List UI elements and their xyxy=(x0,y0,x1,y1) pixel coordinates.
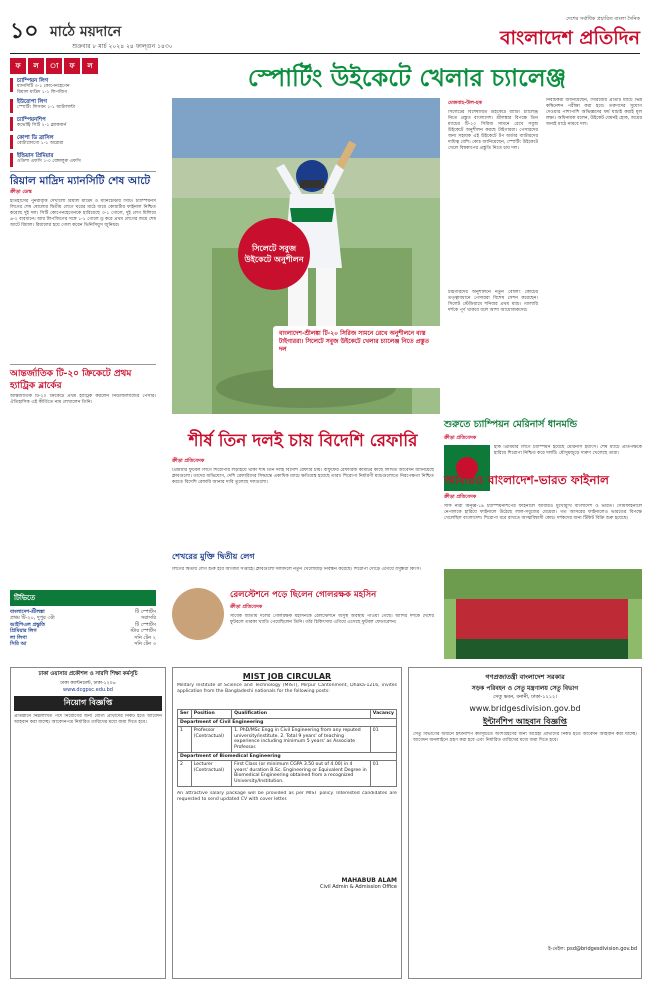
tv-schedule xyxy=(10,590,156,647)
left-story-body: ইতিহাসের পুনরাবৃত্তি দেখালো রিয়াল মাদ্রিদ ও ম্যানচেস্টার সিটি। চ্যাম্পিয়নস লিগের শেষ ষোলোর দ্বিতীয় লেগে ঘরের মাঠে জয়ে কোয়ার্টার ফাইনাল নিশ্চিত করেছে দুই দল। সিটি কোপেনহেগেনকে হারিয়েছে ৩-১ গোলে, দুই লেগ মিলিয়ে ৬-২ ব্যবধানে। আর লিপজিগের সঙ্গে ১-১ গোলে ড্র করে প্রথম লেগের জয়ে শেষ আটে রিয়াল। রিয়ালের হয়ে গোল করেন ভিনিসিয়ুস জুনিয়র। xyxy=(10,199,156,229)
obituary-byline: ক্রীড়া প্রতিবেদক xyxy=(230,604,263,610)
ad-dcgpsc: ঢাকা ওয়াসার প্রকৌশল ও সারণি শিক্ষা কর্মসূচি ঢাকা ক্যান্টনমেন্ট, ঢাকা-১২০৬ www.dcgpsc.edu.bd নিয়োগ বিজ্ঞপ্তি প্রতিষ্ঠানে নিম্নলিখিত পদে নিয়োগের জন্য যোগ্য প্রার্থীদের নিকট হতে আবেদন আহবান করা যাচ্ছে। আবেদনপত্র নির্ধারিত তারিখের মধ্যে জমা দিতে হবে। xyxy=(10,667,166,979)
page-number: ১০ xyxy=(10,19,39,44)
page-header xyxy=(10,14,640,54)
lead-body-3: টাইগারদের অনুশীলনে নতুন বোলিং কোচের তত্ত্বাবধানে পেসাররা বিশেষ সেশন করেছেন। সিলেট স্টেডিয়ামে শনিবার প্রথম ম্যাচ। গ্যালারি দর্শকে পূর্ণ থাকবে বলে আশা আয়োজকদের। xyxy=(448,290,538,313)
final-body: সাফ নারী অনূর্ধ্ব-১৯ চ্যাম্পিয়নশিপের ফাইনালে আবারও মুখোমুখি বাংলাদেশ ও ভারত। সেমিফাইনালে নেপালকে হারিয়ে ফাইনালে উঠেছে লাল-সবুজের মেয়েরা। গত আসরের ফাইনালেও ভারতের বিপক্ষে খেলেছিল বাংলাদেশ। শিরোপা ধরে রাখতে আত্মবিশ্বাসী কোচ। দর্শকদের জন্য টিকিট বিক্রি শুরু হয়েছে। xyxy=(444,504,642,521)
tv-row: সিরি আ সনি টেন ৩ xyxy=(10,641,156,648)
lead-body-1: সিলেটের বিশেষায়িত উইকেটে ব্যাটিং চ্যালেঞ্জ নিতে প্রস্তুত বাংলাদেশ। শ্রীলঙ্কার বিপক্ষে তিন ম্যাচের টি-২০ সিরিজ সামনে রেখে সবুজ উইকেটে অনুশীলন করছে টাইগাররা। পেসারদের জন্য সহায়ক এই উইকেটে টপ অর্ডার ব্যাটারদের দায়িত্ব বেশি। কোচ জানিয়েছেন, স্পোর্টিং উইকেটে খেলে বিশ্বকাপের প্রস্তুতি নিতে চায় দল। xyxy=(448,110,538,151)
lead-headline: স্পোর্টিং উইকেটে খেলার চ্যালেঞ্জ xyxy=(247,64,567,92)
lead-column-1 xyxy=(448,98,538,260)
referee-byline: ক্রীড়া প্রতিবেদক xyxy=(172,458,205,464)
tv-row: আইপিএল প্রস্তুতি টি স্পোর্টস xyxy=(10,621,156,628)
obituary-story xyxy=(172,588,434,666)
result-item: ইন্ডিয়ান প্রিমিয়ার ওডিশা এফসি ১-০ বেঙ্গালুরু এফসি xyxy=(10,153,156,167)
left-story2-headline: আন্তর্জাতিক টি-২০ ক্রিকেটে প্রথম হ্যাট্রিক ব্লার্কের xyxy=(10,369,132,392)
tv-schedule-title: টিভিতে xyxy=(10,590,156,606)
referee-body: প্রিমিয়ার ফুটবল লিগে শিরোপার লড়াইয়ে থাকা শীর্ষ তিন দলই বিদেশি রেফারি চায়। বাফুফের রেফারিজ কমিটির কাছে লিখিত আবেদন জানিয়েছে ক্লাবগুলো। তাদের অভিযোগ, দেশি রেফারিদের সিদ্ধান্তে একাধিক ম্যাচে ক্ষতিগ্রস্ত হয়েছে তারা। শিরোপা নির্ধারণী ম্যাচগুলোতে নিরপেক্ষতা নিশ্চিত করতে বিদেশি রেফারি আনার দাবি তুলেছে দলগুলো। xyxy=(172,468,434,485)
referee-body-2: লিগের দ্বিতীয় লেগ শুরু হবে আগামী সপ্তাহে। ক্লাবগুলো দলবদলে নতুন খেলোয়াড় নিবন্ধন করেছে। শিরোপা দৌড়ে এগিয়ে বসুন্ধরা কিংস। xyxy=(172,567,422,572)
hockey-headline: শুরুতে চ্যাম্পিয়ন মেরিনার্স ধানমন্ডি xyxy=(444,419,578,430)
ads-section xyxy=(10,667,642,979)
obituary-photo xyxy=(172,588,224,640)
final-story xyxy=(444,472,642,659)
result-item: চ্যাম্পিয়ন লিগ ম্যানসিটি ৩-১ কোপেনহেগেন রিয়াল মাদ্রিদ ১-১ লিপজিগ xyxy=(10,78,156,95)
team-photo xyxy=(444,569,642,659)
photo-badge: সিলেটে সবুজ উইকেটে অনুশীলন xyxy=(238,218,310,290)
photo-callout: বাংলাদেশ-শ্রীলঙ্কা টি-২০ সিরিজ সামনে রেখে অনুশীলনে ব্যস্ত টাইগাররা। সিলেটে সবুজ উইকেটে খেলার চ্যালেঞ্জ নিতে প্রস্তুত দল xyxy=(273,326,443,388)
result-item: ইউরোপা লিগ স্পোর্টিং লিসবন ১-১ আটালান্টা xyxy=(10,99,156,113)
left-story-headline: রিয়াল মাদ্রিদ ম্যানসিটি শেষ আটে xyxy=(10,175,151,188)
lead-byline: মেজবাহ-উল-হক xyxy=(448,100,483,106)
final-headline: আবারও বাংলাদেশ-ভারত ফাইনাল xyxy=(444,473,609,487)
hockey-body: হকি প্রিমিয়ার লিগে চ্যাম্পিয়ন হয়েছে মেরিনার্স ইয়াংস। শেষ ম্যাচে প্রতিপক্ষকে হারিয়ে শিরোপা নিশ্চিত করে দলটি। মৌসুমজুড়ে দারুণ খেলেছে তারা। xyxy=(494,445,642,456)
referee-story xyxy=(172,428,434,589)
results-label: ফ ল া ফ ল xyxy=(10,58,156,74)
lead-column-2 xyxy=(546,98,642,398)
referee-subhead: শেখরের মুক্তি দ্বিতীয় লেগ xyxy=(172,552,255,561)
section-name: মাঠে ময়দানে xyxy=(50,24,122,40)
tv-row: বাংলাদেশ-শ্রীলঙ্কা টি স্পোর্টস xyxy=(10,609,156,615)
hockey-byline: ক্রীড়া প্রতিবেদক xyxy=(444,435,477,441)
left-story2-body: আন্তর্জাতিক টি-২০ ক্রিকেটে প্রথম হ্যাট্রিক করলেন নিউজিল্যান্ডের পেসার। ঐতিহাসিক এই কীর্তিতে নাম লেখালেন তিনি। xyxy=(10,394,156,406)
obituary-body: সাবেক জাতীয় দলের গোলরক্ষক মহসিনকে রেলস্টেশনে অসুস্থ অবস্থায় পাওয়া গেছে। আশির দশকে দেশের ফুটবলে তারকা খ্যাতি পেয়েছিলেন তিনি। তাঁর চিকিৎসায় এগিয়ে এসেছে ফুটবল ফেডারেশন। xyxy=(230,614,434,625)
lead-column-3 xyxy=(448,290,538,398)
result-item: চ্যাম্পিয়নশিপ কভেন্ট্রি সিটি ২-১ ব্ল্যাকবার্ন xyxy=(10,117,156,131)
ad-mist: MIST JOB CIRCULAR Military Institute of Science and Technology (MIST), Mirpur Cantonment, Dhaka-1216, invites application from the Bangladeshi nationals for the following posts: Ser Position Qualification Vacancy Department of Civil Engineering 1 Professor (Contractual) 1. PhD/MSc Engg in Civil Engineering from any reputed university/institute. 2. Total 9 years' of teaching experience including minimum 5 years' as Associate Professor. 01 Department of Biomedical Engineering 2 Lecturer (Contractual) First Class (or minimum CGPA 3.50 out of 4.00) in 4 years' duration B.Sc. Engineering or Equivalent Degree in Biomedical Engineering obtained from a recognized University/Institution. 01 An attractive salary package will be provided as per MIST policy. Interested candidates are requested to send updated CV with cover letter. MAHABUB ALAM Civil Admin & Admission Office xyxy=(172,667,402,979)
ad-bridges: গণপ্রজাতন্ত্রী বাংলাদেশ সরকার সড়ক পরিবহন ও সেতু মন্ত্রণালয় সেতু বিভাগ সেতু ভবন, বনানী, ঢাকা-১২১২। www.bridgesdivision.gov.bd ইন্টার্নশিপ আহবান বিজ্ঞপ্তি সেতু বিভাগের অধীনে ইন্টার্নশিপ কর্মসূচিতে অংশগ্রহণের জন্য আগ্রহী প্রার্থীদের নিকট হতে আবেদন আহবান করা যাচ্ছে। আবেদন অনলাইনে গ্রহণ করা হবে এবং নির্ধারিত তারিখের মধ্যে জমা দিতে হবে। ই-মেইল: psd@bridgesdivision.gov.bd xyxy=(408,667,642,979)
date-line: শুক্রবার ৮ মার্চ ২০২৪ ২৪ ফাল্গুন ১৪৩০ xyxy=(72,43,173,50)
tv-row: প্রথম টি-২০, দুপুর ৩টা সরাসরি xyxy=(10,615,156,622)
result-item: কোপা ডি ব্রাসিল বোটাফোগো ১-১ অরোরা xyxy=(10,135,156,149)
sidebar xyxy=(10,58,156,424)
logo-tagline: দেশের সর্বাধিক প্রচারিত বাংলা দৈনিক xyxy=(566,16,640,22)
newspaper-logo: বাংলাদেশ প্রতিদিন xyxy=(499,27,640,49)
tv-row: লা লিগা সনি টেন ২ xyxy=(10,634,156,641)
final-byline: ক্রীড়া প্রতিবেদক xyxy=(444,494,477,500)
referee-headline: শীর্ষ তিন দলই চায় বিদেশি রেফারি xyxy=(188,431,418,451)
obituary-headline: রেলস্টেশনে পড়ে ছিলেন গোলরক্ষক মহসিন xyxy=(230,590,377,600)
left-story-byline: ক্রীড়া ডেস্ক xyxy=(10,189,32,196)
lead-body-2: নির্বাচকরা জানিয়েছেন, সিরিজের প্রতিটি ম্যাচে ভিন্ন কম্বিনেশন পরীক্ষা করা হবে। তরুণদের সুযোগ দেওয়ার পাশাপাশি অভিজ্ঞদের ফর্ম যাচাই করাই মূল লক্ষ্য। অধিনায়ক বলেন, উইকেট যেমনই হোক, জয়ের জন্যই মাঠে নামবে দল। xyxy=(546,98,642,127)
tv-row: প্রিমিয়ার লিগ স্টার স্পোর্টস xyxy=(10,628,156,635)
mist-table: Ser Position Qualification Vacancy Department of Civil Engineering 1 Professor (Contractual) 1. PhD/MSc Engg in Civil Engineering from any reputed university/institute. 2. Total 9 years' of teaching experience including minimum 5 years' as Associate Professor. 01 Department of Biomedical Engineering 2 Lecturer (Contractual) First Class (or minimum CGPA 3.50 out of 4.00) in 4 years' duration B.Sc. Engineering or Equivalent Degree in Biomedical Engineering obtained from a recognized University/Institution. 01 xyxy=(177,709,397,787)
